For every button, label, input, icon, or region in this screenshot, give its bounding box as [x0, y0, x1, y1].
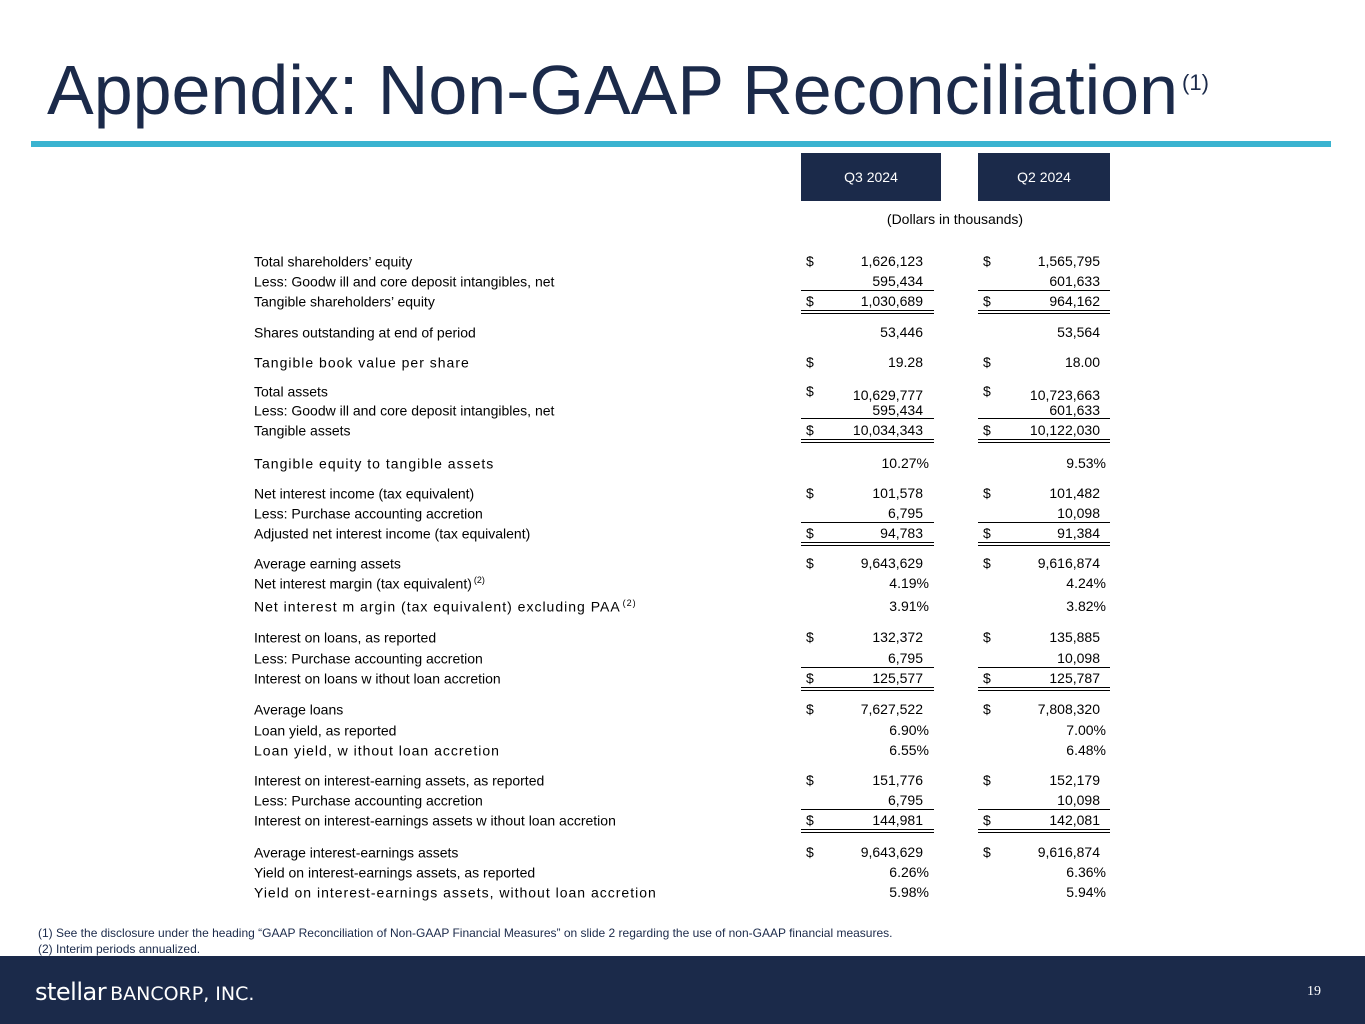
logo-subtext: BANCORP, INC. [110, 983, 255, 1005]
value-q3-2024: 132,372 [872, 629, 923, 645]
table-row [254, 884, 1114, 902]
row-label-text: Tangible book value per share [254, 354, 470, 371]
table-row [254, 422, 1114, 440]
double-underline [801, 687, 934, 691]
currency-symbol: $ [806, 844, 814, 860]
currency-symbol: $ [983, 354, 991, 370]
row-label-text: Net interest margin (tax equivalent) [254, 575, 472, 592]
underline [978, 667, 1110, 668]
value-q3-2024: 6.55% [889, 742, 929, 758]
value-q2-2024: 18.00 [1064, 354, 1100, 370]
currency-symbol: $ [983, 772, 991, 788]
double-underline [978, 542, 1110, 546]
row-label [254, 273, 556, 290]
value-q2-2024: 601,633 [1049, 402, 1100, 418]
table-row [254, 598, 1114, 616]
currency-symbol: $ [806, 670, 814, 686]
table-row [254, 354, 1114, 372]
value-q3-2024: 19.28 [887, 354, 923, 370]
table-row [254, 455, 1114, 473]
value-q2-2024: 964,162 [1049, 293, 1100, 309]
table-row [254, 742, 1114, 760]
table-row [254, 575, 1114, 593]
value-q3-2024: 6,795 [887, 505, 923, 521]
value-q2-2024: 6.48% [1066, 742, 1106, 758]
underline [801, 290, 934, 291]
row-footnote-marker: (2) [622, 598, 637, 608]
table-row [254, 505, 1114, 523]
value-q2-2024: 53,564 [1057, 324, 1100, 340]
currency-symbol: $ [806, 812, 814, 828]
page-title-text: Appendix: Non-GAAP Reconciliation [47, 51, 1179, 129]
currency-symbol: $ [983, 485, 991, 501]
value-q2-2024: 7.00% [1066, 722, 1106, 738]
table-row [254, 253, 1114, 271]
table-row [254, 650, 1114, 668]
value-q3-2024: 9,643,629 [860, 844, 923, 860]
double-underline [801, 829, 934, 833]
value-q3-2024: 101,578 [872, 485, 923, 501]
row-label [254, 422, 353, 439]
value-q2-2024: 6.36% [1066, 864, 1106, 880]
row-label-text: Less: Goodw ill and core deposit intangibles, net [254, 402, 555, 419]
double-underline [978, 439, 1110, 443]
table-row [254, 722, 1114, 740]
value-q3-2024: 6.26% [889, 864, 929, 880]
column-header-q2-2024: Q2 2024 [978, 153, 1110, 201]
value-q3-2024: 125,577 [872, 670, 923, 686]
value-q3-2024: 6,795 [887, 650, 923, 666]
value-q3-2024: 6.90% [889, 722, 929, 738]
double-underline [978, 687, 1110, 691]
underline [801, 418, 934, 419]
row-label [254, 505, 485, 522]
row-label-text: Tangible shareholders’ equity [254, 293, 435, 310]
footnotes [38, 925, 892, 957]
row-label [254, 792, 485, 809]
value-q3-2024: 1,626,123 [860, 253, 923, 269]
currency-symbol: $ [806, 701, 814, 717]
row-label [254, 598, 637, 615]
value-q2-2024: 10,098 [1057, 650, 1100, 666]
currency-symbol: $ [806, 422, 814, 438]
row-label-text: Net interest m argin (tax equivalent) excluding PAA [254, 598, 621, 615]
value-q3-2024: 4.19% [889, 575, 929, 591]
footer-bar [0, 956, 1365, 1024]
value-q2-2024: 142,081 [1049, 812, 1100, 828]
value-q2-2024: 10,723,663 [1029, 387, 1100, 403]
currency-symbol: $ [983, 812, 991, 828]
value-q2-2024: 125,787 [1049, 670, 1100, 686]
value-q2-2024: 91,384 [1057, 525, 1100, 541]
footnote-1: (1) See the disclosure under the heading “GAAP Reconciliation of Non-GAAP Financial Measures” on slide 2 regarding the use of non-GAAP financial measures. [38, 926, 893, 940]
row-label-text: Less: Purchase accounting accretion [254, 650, 483, 667]
currency-symbol: $ [806, 293, 814, 309]
double-underline [801, 542, 934, 546]
double-underline [801, 439, 934, 443]
row-label-text: Loan yield, w ithout loan accretion [254, 742, 500, 759]
currency-symbol: $ [983, 844, 991, 860]
value-q2-2024: 4.24% [1066, 575, 1106, 591]
row-label-text: Tangible equity to tangible assets [254, 455, 495, 472]
row-label [254, 629, 438, 646]
row-label [254, 383, 330, 400]
table-row [254, 670, 1114, 688]
value-q3-2024: 1,030,689 [860, 293, 923, 309]
column-header-q3-2024: Q3 2024 [801, 153, 941, 201]
row-label-text: Interest on loans w ithout loan accretion [254, 670, 501, 687]
value-q2-2024: 601,633 [1049, 273, 1100, 289]
row-label-text: Total shareholders’ equity [254, 253, 413, 270]
underline [801, 667, 934, 668]
currency-symbol: $ [983, 701, 991, 717]
currency-symbol: $ [806, 253, 814, 269]
row-label [254, 812, 618, 829]
units-caption: (Dollars in thousands) [886, 211, 1024, 227]
value-q3-2024: 94,783 [880, 525, 923, 541]
row-label [254, 402, 556, 419]
table-row [254, 772, 1114, 790]
currency-symbol: $ [983, 383, 991, 399]
table-row [254, 293, 1114, 311]
currency-symbol: $ [983, 253, 991, 269]
value-q3-2024: 151,776 [872, 772, 923, 788]
row-label-text: Average loans [254, 701, 344, 718]
row-label [254, 525, 532, 542]
page-title [47, 50, 1209, 147]
row-label-text: Average interest-earnings assets [254, 844, 459, 861]
title-divider [31, 141, 1331, 147]
currency-symbol: $ [806, 383, 814, 399]
table-row [254, 273, 1114, 291]
row-label [254, 253, 414, 270]
double-underline [978, 829, 1110, 833]
page-number: 19 [1307, 984, 1321, 999]
table-row [254, 864, 1114, 882]
currency-symbol: $ [806, 485, 814, 501]
row-label [254, 670, 503, 687]
double-underline [978, 310, 1110, 314]
row-label [254, 324, 478, 341]
table-row [254, 485, 1114, 503]
value-q3-2024: 595,434 [872, 273, 923, 289]
currency-symbol: $ [806, 555, 814, 571]
row-label-text: Interest on interest-earnings assets w ithout loan accretion [254, 812, 616, 829]
row-label [254, 742, 502, 759]
footnote-2: (2) Interim periods annualized. [38, 942, 201, 956]
value-q2-2024: 9.53% [1066, 455, 1106, 471]
row-label [254, 844, 460, 861]
value-q2-2024: 3.82% [1066, 598, 1106, 614]
row-label-text: Yield on interest-earnings assets, without loan accretion [254, 884, 657, 901]
currency-symbol: $ [806, 629, 814, 645]
table-row [254, 844, 1114, 862]
value-q2-2024: 135,885 [1049, 629, 1100, 645]
row-footnote-marker: (2) [473, 575, 485, 585]
value-q2-2024: 10,098 [1057, 792, 1100, 808]
value-q3-2024: 595,434 [872, 402, 923, 418]
currency-symbol: $ [806, 354, 814, 370]
row-label [254, 864, 537, 881]
currency-symbol: $ [983, 670, 991, 686]
value-q3-2024: 53,446 [880, 324, 923, 340]
value-q2-2024: 5.94% [1066, 884, 1106, 900]
row-label [254, 293, 437, 310]
underline [801, 809, 934, 810]
table-row [254, 701, 1114, 719]
value-q2-2024: 10,098 [1057, 505, 1100, 521]
currency-symbol: $ [983, 293, 991, 309]
row-label-text: Adjusted net interest income (tax equivalent) [254, 525, 531, 542]
row-label [254, 485, 476, 502]
row-label [254, 650, 485, 667]
row-label-text: Less: Goodw ill and core deposit intangibles, net [254, 273, 555, 290]
row-label [254, 701, 345, 718]
value-q2-2024: 101,482 [1049, 485, 1100, 501]
currency-symbol: $ [983, 629, 991, 645]
row-label-text: Net interest income (tax equivalent) [254, 485, 475, 502]
table-row [254, 383, 1114, 401]
value-q2-2024: 1,565,795 [1037, 253, 1100, 269]
table-row [254, 812, 1114, 830]
underline [801, 522, 934, 523]
row-label [254, 455, 496, 472]
row-label-text: Loan yield, as reported [254, 722, 397, 739]
underline [978, 522, 1110, 523]
value-q3-2024: 144,981 [872, 812, 923, 828]
value-q2-2024: 10,122,030 [1029, 422, 1100, 438]
double-underline [801, 310, 934, 314]
row-label [254, 884, 659, 901]
row-label-text: Total assets [254, 383, 328, 400]
title-footnote-marker: (1) [1182, 70, 1209, 95]
row-label [254, 772, 546, 789]
table-row [254, 792, 1114, 810]
value-q3-2024: 7,627,522 [860, 701, 923, 717]
table-row [254, 555, 1114, 573]
value-q2-2024: 7,808,320 [1037, 701, 1100, 717]
row-label-text: Less: Purchase accounting accretion [254, 792, 483, 809]
value-q3-2024: 3.91% [889, 598, 929, 614]
underline [978, 290, 1110, 291]
row-label-text: Interest on loans, as reported [254, 629, 437, 646]
logo-wordmark: stellar [35, 978, 107, 1006]
row-label-text: Tangible assets [254, 422, 351, 439]
value-q3-2024: 6,795 [887, 792, 923, 808]
row-label [254, 722, 398, 739]
value-q2-2024: 152,179 [1049, 772, 1100, 788]
row-label [254, 555, 403, 572]
row-label-text: Shares outstanding at end of period [254, 324, 476, 341]
row-label-text: Average earning assets [254, 555, 401, 572]
currency-symbol: $ [806, 772, 814, 788]
company-logo [35, 978, 254, 1006]
row-label-text: Yield on interest-earnings assets, as reported [254, 864, 536, 881]
row-label-text: Less: Purchase accounting accretion [254, 505, 483, 522]
row-label-text: Interest on interest-earning assets, as reported [254, 772, 545, 789]
table-row [254, 324, 1114, 342]
currency-symbol: $ [983, 525, 991, 541]
value-q3-2024: 10.27% [881, 455, 929, 471]
table-row [254, 629, 1114, 647]
currency-symbol: $ [806, 525, 814, 541]
value-q2-2024: 9,616,874 [1037, 844, 1100, 860]
value-q3-2024: 10,034,343 [852, 422, 923, 438]
value-q3-2024: 9,643,629 [860, 555, 923, 571]
underline [978, 809, 1110, 810]
currency-symbol: $ [983, 422, 991, 438]
currency-symbol: $ [983, 555, 991, 571]
row-label [254, 575, 485, 592]
table-row [254, 525, 1114, 543]
row-label [254, 354, 472, 371]
value-q3-2024: 10,629,777 [852, 387, 923, 403]
value-q2-2024: 9,616,874 [1037, 555, 1100, 571]
value-q3-2024: 5.98% [889, 884, 929, 900]
underline [978, 418, 1110, 419]
